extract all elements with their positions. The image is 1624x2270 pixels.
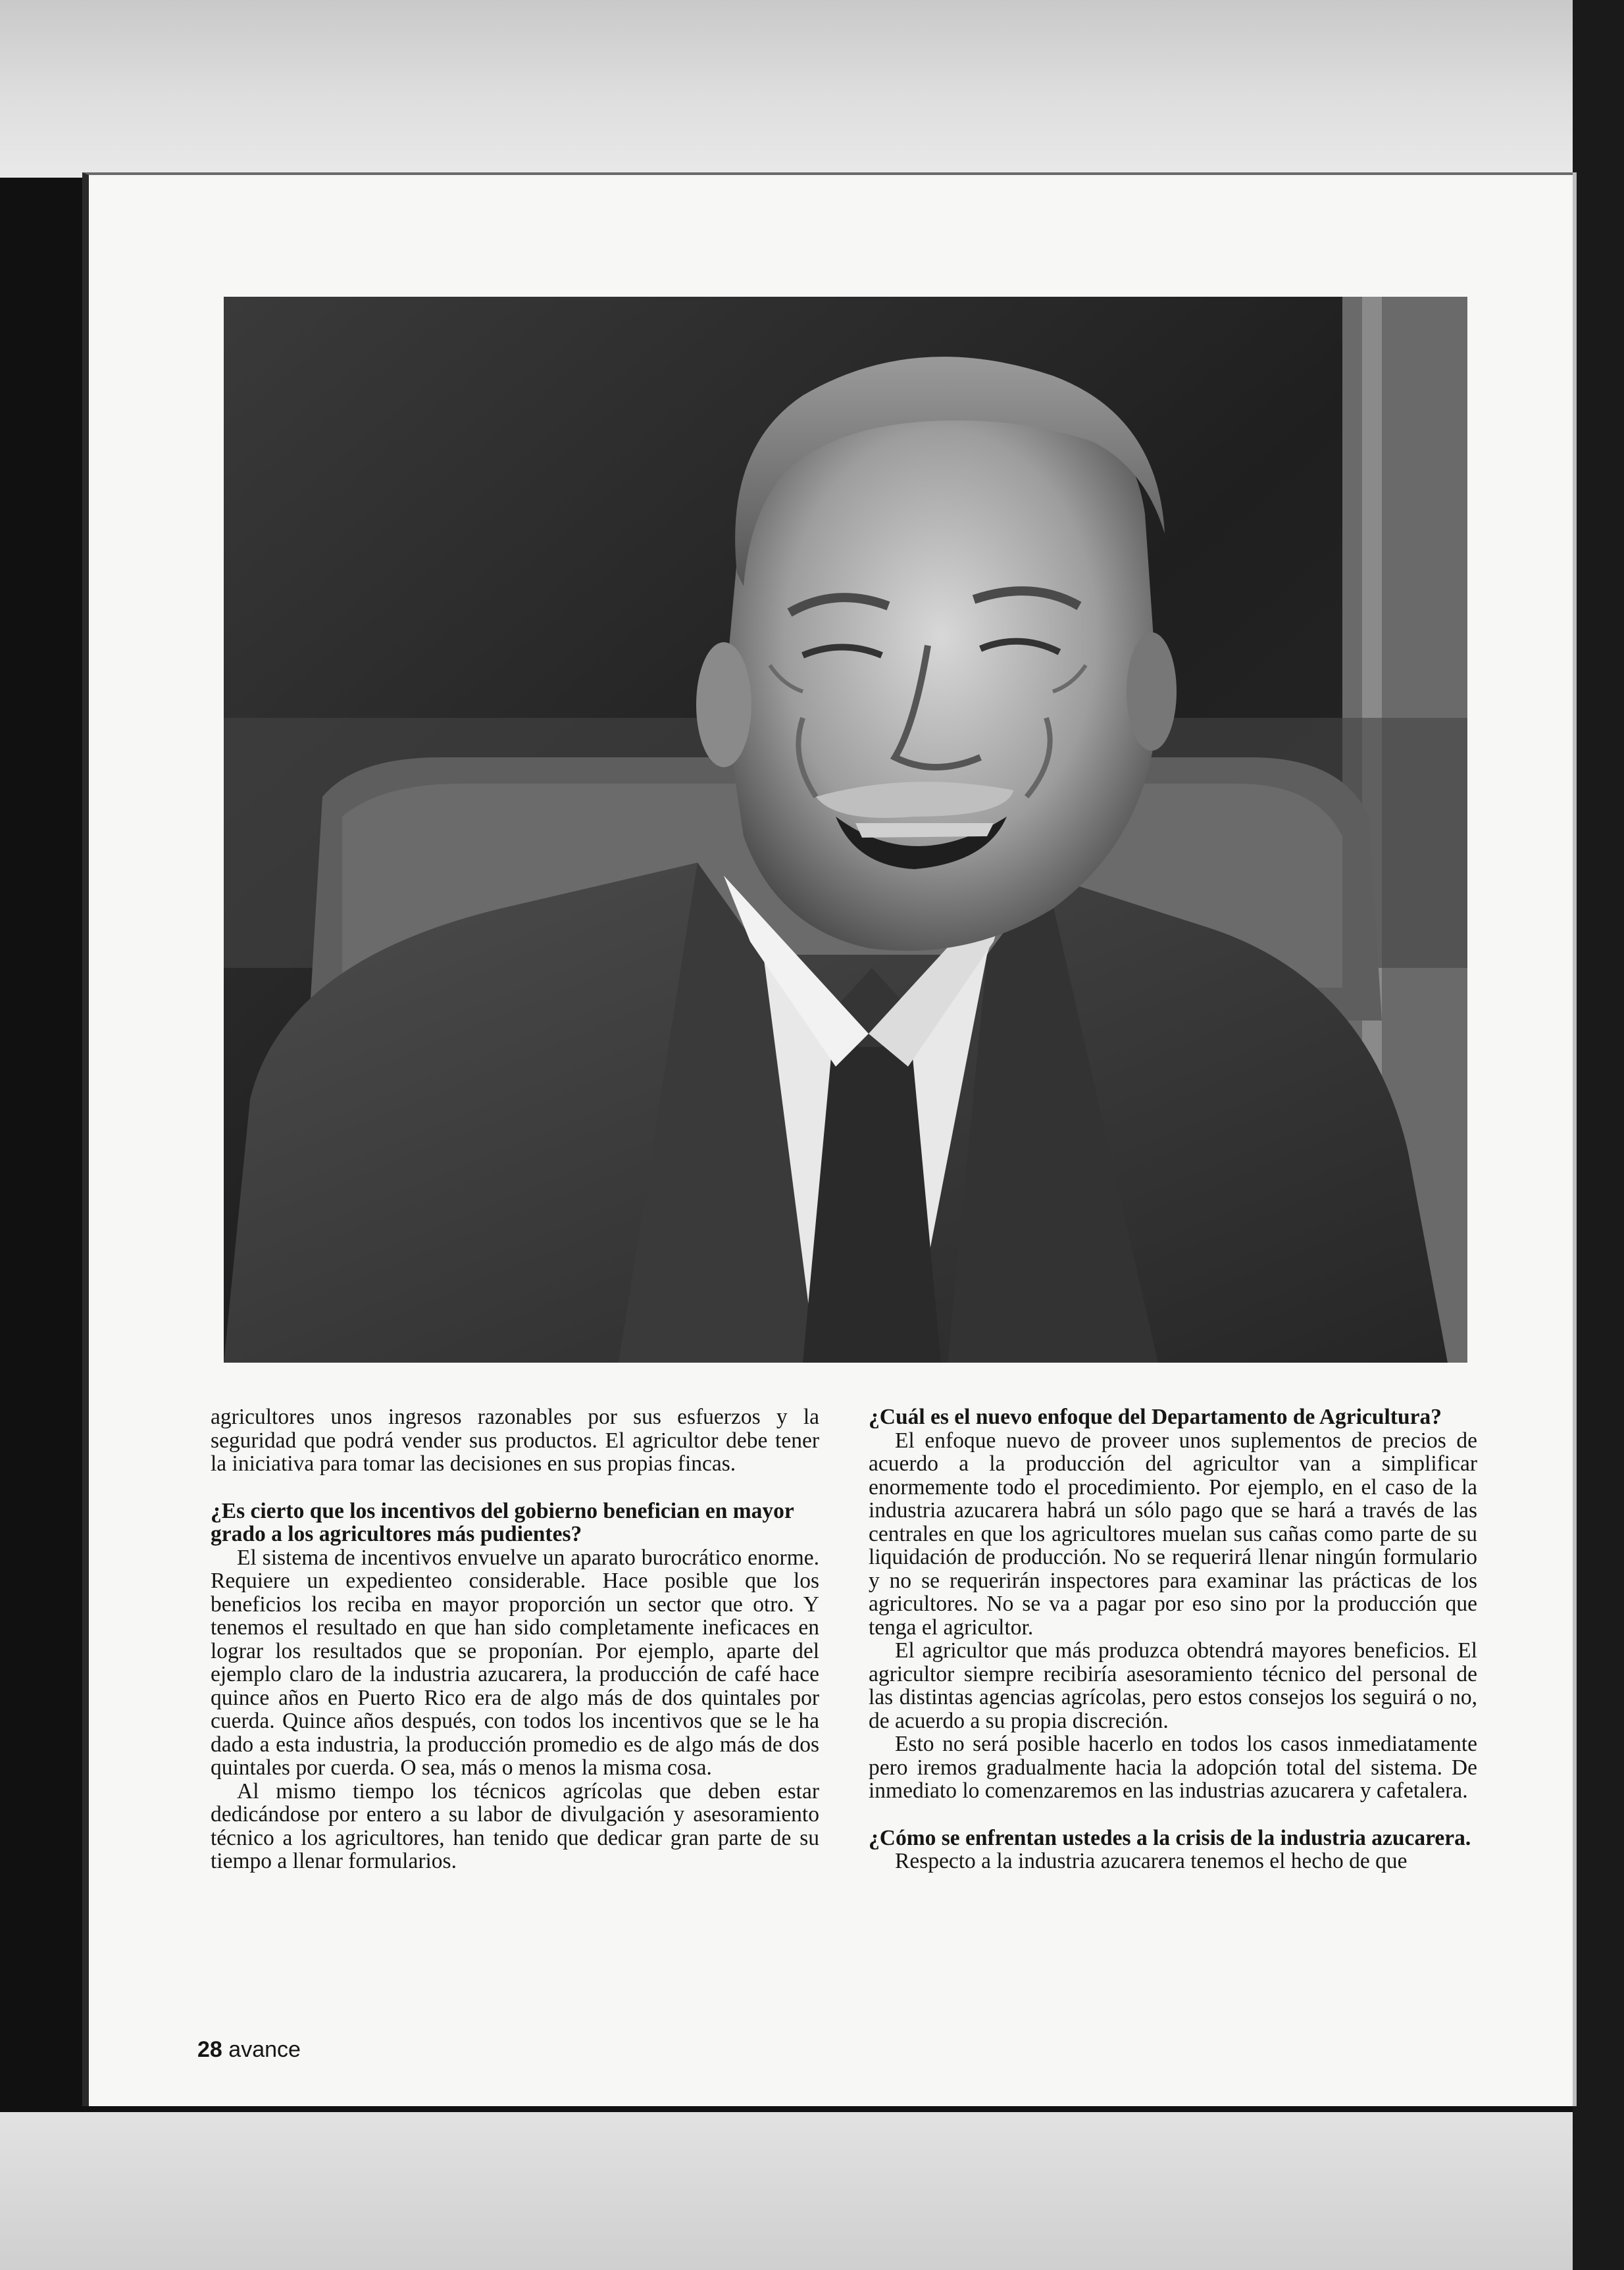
paragraph-5: El agricultor que más produzca obtendrá mayores beneficios. El agricultor siempre recibiría asesoramiento técnico del personal de las distintas agencias agrícolas, pero estos consejos los seguirá o no, de acuerdo a su propia discreción. bbox=[869, 1638, 1477, 1733]
scan-background-bottom bbox=[0, 2112, 1624, 2270]
magazine-name: avance bbox=[228, 2037, 301, 2062]
page-footer bbox=[197, 2037, 301, 2063]
paragraph-4: El enfoque nuevo de proveer unos suplementos de precios de acuerdo a la producción del agricultor van a simplificar enormemente todo el procedimiento. Por ejemplo, en el caso de la industria azucarera habrá un sólo pago que se hará a través de las centrales en que los agricultores muelan sus cañas como parte de su liquidación de producción. No se requerirá llenar ningún formulario y no se requerirán inspectores para examinar las prácticas de los agricultores. No se va a pagar por eso sino por la producción que tenga el agricultor. bbox=[869, 1428, 1477, 1640]
paragraph-3: Al mismo tiempo los técnicos agrícolas que deben estar dedicándose por entero a su labor de divulgación y asesoramiento técnico a los agricultores, han tenido que dedicar gran parte de su tiempo a llenar formularios. bbox=[211, 1778, 819, 1873]
paragraph-2: El sistema de incentivos envuelve un aparato burocrático enorme. Requiere un expedienteo considerable. Hace posible que los beneficios los reciba en mayor proporción un sector que otro. Y tenemos el resultado en que han sido completamente ineficaces en lograr los resultados que se proponían. Por ejemplo, aparte del ejemplo claro de la industria azucarera, la producción de café hace quince años en Puerto Rico era de algo más de dos quintales por cuerda. Quince años después, con todos los incentivos que se le ha dado a esta industria, la producción promedio es de algo más de dos quintales por cuerda. O sea, más o menos la misma cosa. bbox=[211, 1545, 819, 1780]
right-column bbox=[869, 1405, 1477, 1873]
question-heading-1: ¿Es cierto que los incentivos del gobierno benefician en mayor grado a los agricultores más pudientes? bbox=[211, 1498, 794, 1546]
scan-background-top bbox=[0, 0, 1624, 178]
left-column bbox=[211, 1405, 819, 1873]
question-heading-2: ¿Cuál es el nuevo enfoque del Departamento de Agricultura? bbox=[869, 1405, 1442, 1429]
portrait-photo-drawing bbox=[224, 297, 1467, 1363]
question-heading-3: ¿Cómo se enfrentan ustedes a la crisis de la industria azucarera. bbox=[869, 1825, 1471, 1850]
paragraph-7: Respecto a la industria azucarera tenemos el hecho de que bbox=[895, 1849, 1408, 1873]
magazine-page bbox=[82, 172, 1573, 2106]
portrait-photo-icon bbox=[224, 297, 1467, 1363]
paragraph-6: Esto no será posible hacerlo en todos los casos inmediatamente pero iremos gradualmente hacia la adopción total del sistema. De inmediato lo comenzaremos en las industrias azucarera y cafetalera. bbox=[869, 1732, 1477, 1803]
scan-background-right bbox=[1573, 0, 1624, 2270]
page-number: 28 bbox=[197, 2037, 222, 2062]
paragraph-1: agricultores unos ingresos razonables por sus esfuerzos y la seguridad que podrá vender sus productos. El agricultor debe tener la iniciativa para tomar las decisiones en sus propias fincas. bbox=[211, 1405, 819, 1476]
